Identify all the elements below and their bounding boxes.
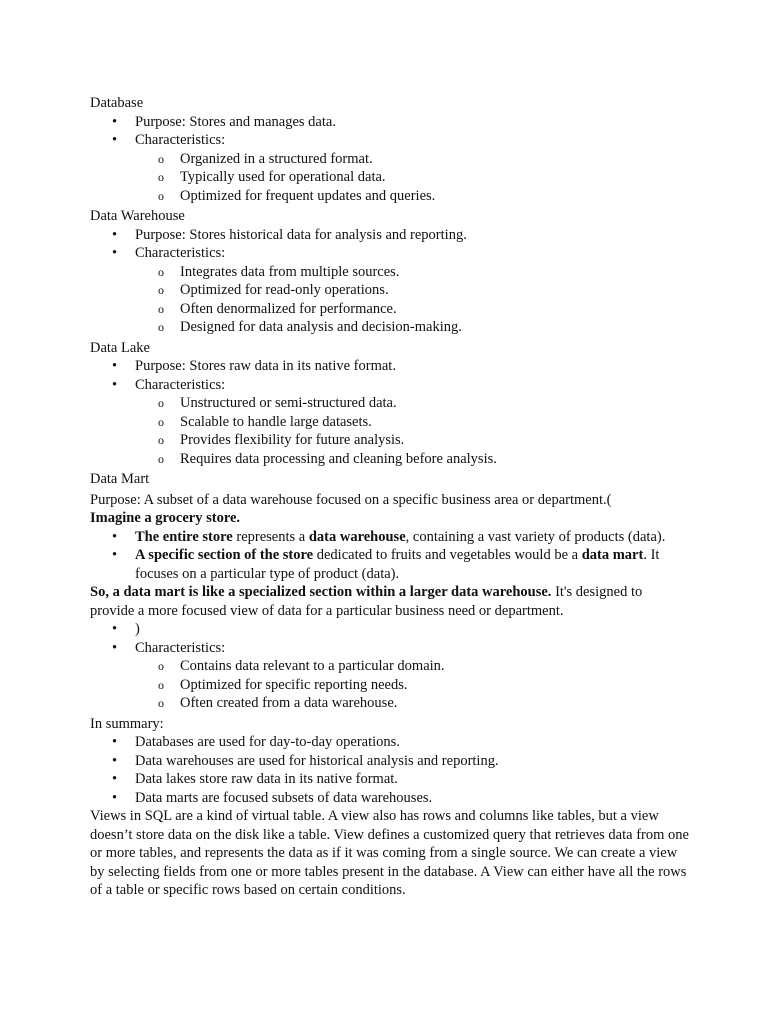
sublist-item: o Often created from a data warehouse.: [135, 694, 690, 713]
analogy-text: dedicated to fruits and vegetables would be a: [313, 547, 582, 563]
analogy-list: [90, 528, 690, 584]
list-item: • Data marts are focused subsets of data warehouses.: [90, 789, 690, 808]
list-item: • ): [90, 620, 690, 639]
list-item: • Data lakes store raw data in its native format.: [90, 770, 690, 789]
document-body: [90, 92, 690, 900]
data-mart-list: [90, 620, 690, 713]
analogy-bold: data mart: [581, 547, 644, 563]
analogy-text: , containing a vast variety of products (data).: [405, 528, 666, 545]
sublist-item: o Optimized for frequent updates and queries.: [135, 187, 690, 206]
sublist: [135, 263, 690, 337]
section-title-data-warehouse: Data Warehouse: [90, 208, 185, 224]
summary-bold: So, a data mart is like a specialized section within a larger data warehouse.: [90, 584, 552, 600]
list-item: • Data warehouses are used for historical analysis and reporting.: [90, 752, 690, 771]
data-warehouse-list: [90, 226, 690, 337]
characteristics-label: Characteristics:: [135, 639, 226, 656]
views-paragraph: Views in SQL are a kind of virtual table. A view also has rows and columns like tables, but a view doesn’t store data on the disk like a table. View defines a customized query that retrieves data from one or more tables, and represents the data as if it was coming from a single source. We can create a view by selecting fields from one or more tables present in the database. A View can either have all the rows of a table or specific rows based on certain conditions.: [90, 808, 689, 898]
summary-rest: It's designed to provide a more focused view of data for a particular business need or department.: [90, 584, 643, 619]
imagine-text: Imagine a grocery store.: [90, 510, 241, 526]
data-mart-purpose: Purpose: A subset of a data warehouse focused on a specific business area or department.(: [90, 491, 612, 508]
sublist-item: o Typically used for operational data.: [135, 168, 690, 187]
list-item: [90, 639, 690, 713]
sublist: [135, 394, 690, 468]
section-title-summary: In summary:: [90, 715, 164, 732]
section-title-data-lake: Data Lake: [90, 339, 150, 356]
list-item: [90, 546, 690, 583]
sublist-item: o Integrates data from multiple sources.: [135, 263, 690, 282]
sublist-item: o Provides flexibility for future analysis.: [135, 431, 690, 450]
section-title-data-mart: Data Mart: [90, 471, 150, 487]
summary-list: [90, 733, 690, 807]
section-title-database: Database: [90, 95, 144, 111]
analogy-text: . It focuses on a particular type of product (data).: [135, 547, 660, 582]
characteristics-label: Characteristics:: [135, 132, 226, 148]
data-lake-list: [90, 357, 690, 468]
data-mart-summary-sentence: [90, 583, 690, 620]
list-item: [90, 528, 690, 547]
sublist-item: o Contains data relevant to a particular domain.: [135, 657, 690, 676]
imagine-heading: [90, 509, 690, 528]
analogy-bold: data warehouse: [308, 528, 406, 545]
list-item: • Purpose: Stores and manages data.: [90, 113, 690, 132]
sublist: [135, 657, 690, 713]
characteristics-label: Characteristics:: [135, 245, 226, 261]
sublist-item: o Optimized for read-only operations.: [135, 281, 690, 300]
sublist-item: o Organized in a structured format.: [135, 150, 690, 169]
database-list: [90, 113, 690, 206]
sublist-item: o Unstructured or semi-structured data.: [135, 394, 690, 413]
list-item: [90, 131, 690, 205]
sublist-item: o Scalable to handle large datasets.: [135, 413, 690, 432]
list-item: [90, 244, 690, 337]
sublist-item: o Optimized for specific reporting needs.: [135, 676, 690, 695]
sublist-item: o Requires data processing and cleaning before analysis.: [135, 450, 690, 469]
characteristics-label: Characteristics:: [135, 376, 226, 393]
sublist: [135, 150, 690, 206]
sublist-item: o Designed for data analysis and decision-making.: [135, 318, 690, 337]
sublist-item: o Often denormalized for performance.: [135, 300, 690, 319]
list-item: [90, 376, 690, 469]
list-item: • Purpose: Stores raw data in its native format.: [90, 357, 690, 376]
list-item: • Purpose: Stores historical data for analysis and reporting.: [90, 226, 690, 245]
analogy-bold: The entire store: [135, 528, 233, 545]
analogy-text: represents a: [232, 528, 309, 545]
analogy-bold: A specific section of the store: [135, 547, 314, 563]
list-item: • Databases are used for day-to-day operations.: [90, 733, 690, 752]
